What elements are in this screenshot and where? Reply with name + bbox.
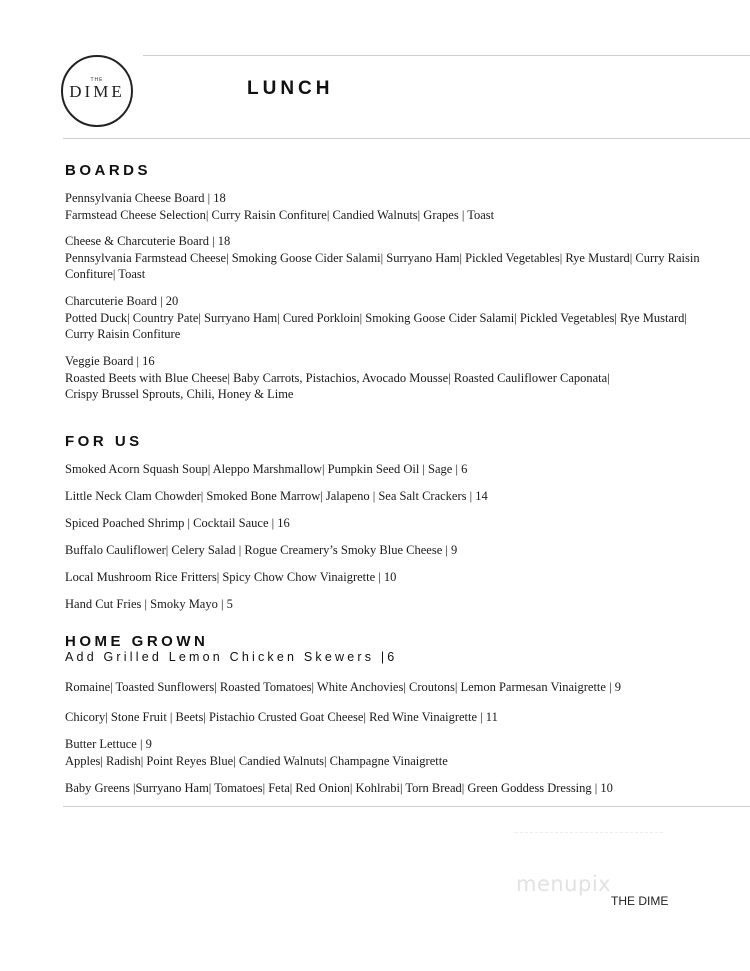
menu-item: Smoked Acorn Squash Soup| Aleppo Marshmallow| Pumpkin Seed Oil | Sage | 6: [65, 462, 468, 476]
menu-item: Local Mushroom Rice Fritters| Spicy Chow Chow Vinaigrette | 10: [65, 570, 397, 584]
header-bottom-rule: [63, 138, 750, 139]
menu-item: Hand Cut Fries | Smoky Mayo | 5: [65, 597, 233, 611]
menu-item: Little Neck Clam Chowder| Smoked Bone Marrow| Jalapeno | Sea Salt Crackers | 14: [65, 489, 488, 503]
menu-item: Baby Greens |Surryano Ham| Tomatoes| Feta| Red Onion| Kohlrabi| Torn Bread| Green Goddess Dressing | 10: [65, 781, 613, 795]
item-description: Apples| Radish| Point Reyes Blue| Candied Walnuts| Champagne Vinaigrette: [65, 753, 448, 768]
section-title-home-grown: HOME GROWN: [65, 633, 209, 650]
item-description-line-2: Crispy Brussel Sprouts, Chili, Honey & Lime: [65, 387, 294, 401]
item-title: Charcuterie Board | 20: [65, 294, 179, 308]
menu-item: [65, 293, 715, 343]
menu-item: Buffalo Cauliflower| Celery Salad | Rogue Creamery’s Smoky Blue Cheese | 9: [65, 543, 458, 557]
item-description: Pennsylvania Farmstead Cheese| Smoking Goose Cider Salami| Surryano Ham| Pickled Vegetables| Rye Mustard| Curry Raisin Confiture| Toast: [65, 250, 700, 281]
watermark-divider: [515, 832, 663, 834]
section-title-for-us: FOR US: [65, 433, 143, 450]
menu-item: Romaine| Toasted Sunflowers| Roasted Tomatoes| White Anchovies| Croutons| Lemon Parmesan Vinaigrette | 9: [65, 680, 621, 694]
section-title-boards: BOARDS: [65, 162, 152, 179]
restaurant-logo: [61, 55, 133, 127]
header-top-rule: [143, 55, 750, 56]
item-title: Cheese & Charcuterie Board | 18: [65, 234, 231, 248]
footer-rule: [63, 806, 750, 807]
menu-item: [65, 190, 715, 223]
item-title: Pennsylvania Cheese Board | 18: [65, 191, 226, 205]
item-description: Farmstead Cheese Selection| Curry Raisin Confiture| Candied Walnuts| Grapes | Toast: [65, 207, 495, 222]
section-subtitle-add-on: Add Grilled Lemon Chicken Skewers |6: [65, 650, 398, 664]
watermark-text: menupix: [516, 872, 612, 896]
menu-item: Chicory| Stone Fruit | Beets| Pistachio Crusted Goat Cheese| Red Wine Vinaigrette | 11: [65, 710, 498, 724]
logo-small-text: THE: [90, 77, 104, 83]
menu-item: [65, 353, 715, 403]
logo-main-text: DIME: [69, 82, 125, 101]
footer-brand: THE DIME: [611, 894, 669, 908]
menu-item: [65, 233, 715, 283]
item-title: Veggie Board | 16: [65, 354, 155, 368]
item-description: Potted Duck| Country Pate| Surryano Ham| Cured Porkloin| Smoking Goose Cider Salami| Pickled Vegetables| Rye Mustard| Curry Raisin Confiture: [65, 310, 687, 341]
item-description-line-1: Roasted Beets with Blue Cheese| Baby Carrots, Pistachios, Avocado Mousse| Roasted Cauliflower Caponata|: [65, 370, 610, 385]
menu-item: Spiced Poached Shrimp | Cocktail Sauce | 16: [65, 516, 290, 530]
page-title: LUNCH: [247, 78, 334, 99]
item-title: Butter Lettuce | 9: [65, 737, 152, 751]
menu-item: [65, 736, 715, 769]
